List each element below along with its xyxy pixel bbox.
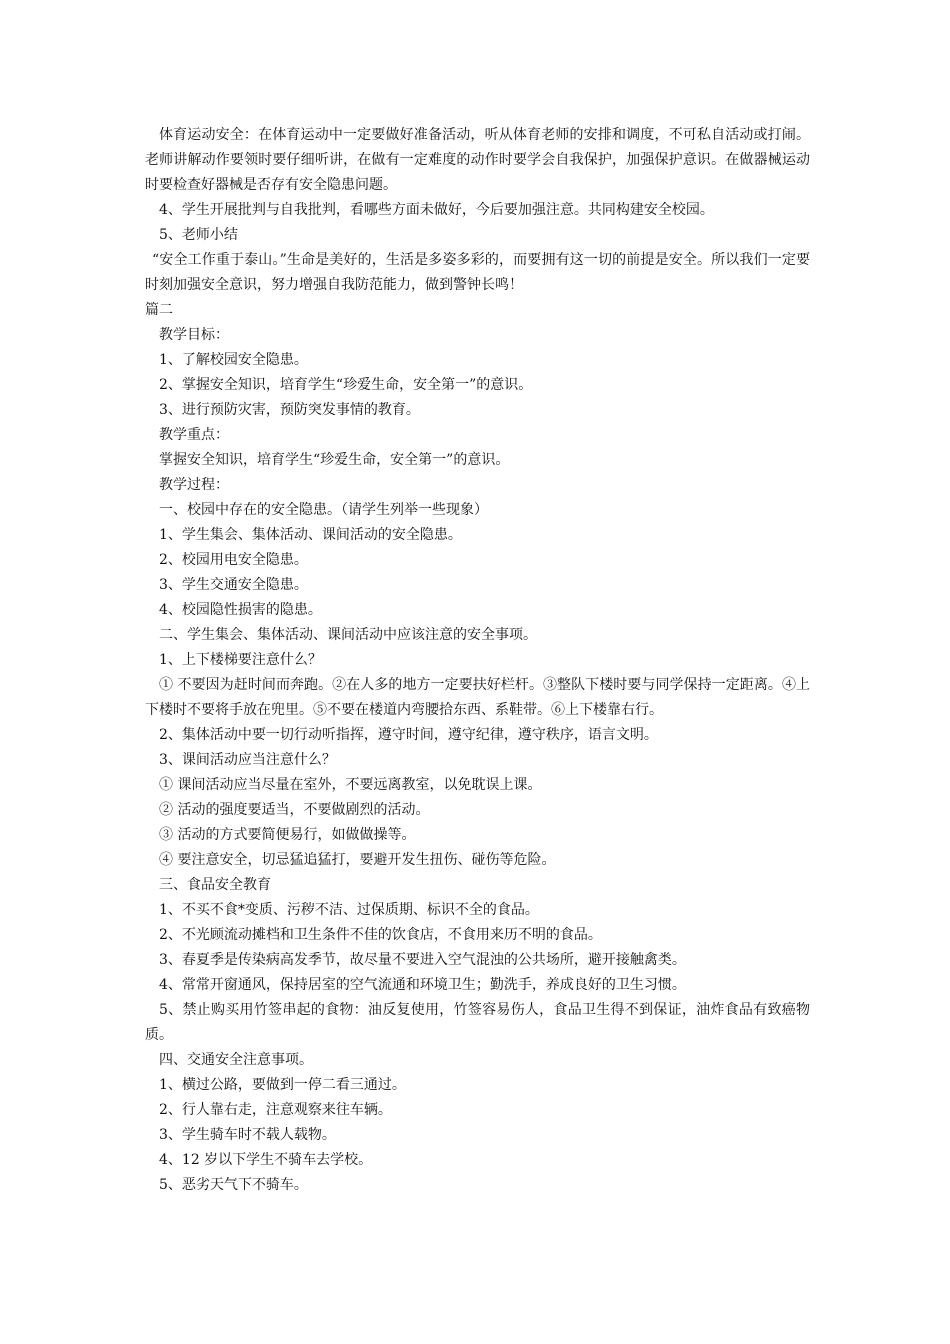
list-item: 2、掌握安全知识，培育学生“珍爱生命，安全第一”的意识。 bbox=[159, 377, 533, 393]
list-item: 3、进行预防灾害，预防突发事情的教育。 bbox=[159, 402, 420, 418]
list-item: 2、校园用电安全隐患。 bbox=[159, 552, 308, 568]
paragraph-item: 掌握安全知识，培育学生“珍爱生命，安全第一”的意识。 bbox=[159, 452, 510, 468]
list-item: ③ 活动的方式要简便易行，如做做操等。 bbox=[159, 827, 416, 843]
section-item: 四、交通安全注意事项。 bbox=[159, 1052, 313, 1068]
document-body bbox=[145, 123, 810, 1198]
list-item: ④ 要注意安全，切忌猛追猛打，要避开发生扭伤、碰伤等危险。 bbox=[159, 852, 556, 868]
list-item: 2、集体活动中要一切行动听指挥，遵守时间，遵守纪律，遵守秩序，语言文明。 bbox=[159, 727, 658, 743]
list-item: 3、学生交通安全隐患。 bbox=[159, 577, 308, 593]
list-item: ① 课间活动应当尽量在室外，不要远离教室，以免耽误上课。 bbox=[159, 777, 542, 793]
list-item: 4、12 岁以下学生不骑车去学校。 bbox=[159, 1152, 373, 1168]
list-item: 3、春夏季是传染病高发季节，故尽量不要进入空气混浊的公共场所，避开接触禽类。 bbox=[159, 952, 686, 968]
list-item: 2、行人靠右走，注意观察来往车辆。 bbox=[159, 1102, 392, 1118]
paragraph-stairs-rules: ① 不要因为赶时间而奔跑。②在人多的地方一定要扶好栏杆。③整队下楼时要与同学保持一定距离。④上下楼时不要将手放在兜里。⑤不要在楼道内弯腰拾东西、系鞋带。⑥上下楼靠右行。 bbox=[145, 677, 810, 718]
list-item: 1、横过公路，要做到一停二看三通过。 bbox=[159, 1077, 406, 1093]
subheading: 教学重点： bbox=[159, 427, 229, 443]
list-item: ② 活动的强度要适当，不要做剧烈的活动。 bbox=[159, 802, 430, 818]
paragraph-sports-safety: 体育运动安全：在体育运动中一定要做好准备活动，听从体育老师的安排和调度，不可私自活动或打闹。老师讲解动作要领时要仔细听讲，在做有一定难度的动作时要学会自我保护，加强保护意识。在做器械运动时要检查好器械是否存有安全隐患问题。 bbox=[145, 127, 810, 193]
paragraph-summary-quote: “安全工作重于泰山。”生命是美好的，生活是多姿多彩的，而要拥有这一切的前提是安全。所以我们一定要时刻加强安全意识，努力增强自我防范能力，做到警钟长鸣！ bbox=[145, 252, 810, 293]
list-item: 5、恶劣天气下不骑车。 bbox=[159, 1177, 308, 1193]
section-item: 二、学生集会、集体活动、课间活动中应该注意的安全事项。 bbox=[159, 627, 537, 643]
list-item: 1、学生集会、集体活动、课间活动的安全隐患。 bbox=[159, 527, 462, 543]
list-item: 4、常常开窗通风，保持居室的空气流通和环境卫生；勤洗手，养成良好的卫生习惯。 bbox=[159, 977, 686, 993]
list-item: 4、校园隐性损害的隐患。 bbox=[159, 602, 322, 618]
list-item: 1、上下楼梯要注意什么？ bbox=[159, 652, 322, 668]
section-item: 一、校园中存在的安全隐患。（请学生列举一些现象） bbox=[159, 502, 488, 518]
paragraph-item: 4、学生开展批判与自我批判，看哪些方面未做好，今后要加强注意。共同构建安全校园。 bbox=[159, 202, 714, 218]
subheading: 教学目标： bbox=[159, 327, 229, 343]
subheading: 教学过程： bbox=[159, 477, 229, 493]
list-item: 5、禁止购买用竹签串起的食物：油反复使用，竹签容易伤人，食品卫生得不到保证，油炸食品有致癌物质。 bbox=[145, 1002, 810, 1043]
section-item: 三、食品安全教育 bbox=[159, 877, 271, 893]
list-item: 3、课间活动应当注意什么？ bbox=[159, 752, 336, 768]
list-item: 1、了解校园安全隐患。 bbox=[159, 352, 308, 368]
list-item: 3、学生骑车时不载人载物。 bbox=[159, 1127, 336, 1143]
paragraph-item: 5、老师小结 bbox=[159, 227, 238, 243]
list-item: 1、不买不食*变质、污秽不洁、过保质期、标识不全的食品。 bbox=[159, 902, 539, 918]
section-heading: 篇二 bbox=[145, 302, 173, 318]
list-item: 2、不光顾流动摊档和卫生条件不佳的饮食店，不食用来历不明的食品。 bbox=[159, 927, 602, 943]
